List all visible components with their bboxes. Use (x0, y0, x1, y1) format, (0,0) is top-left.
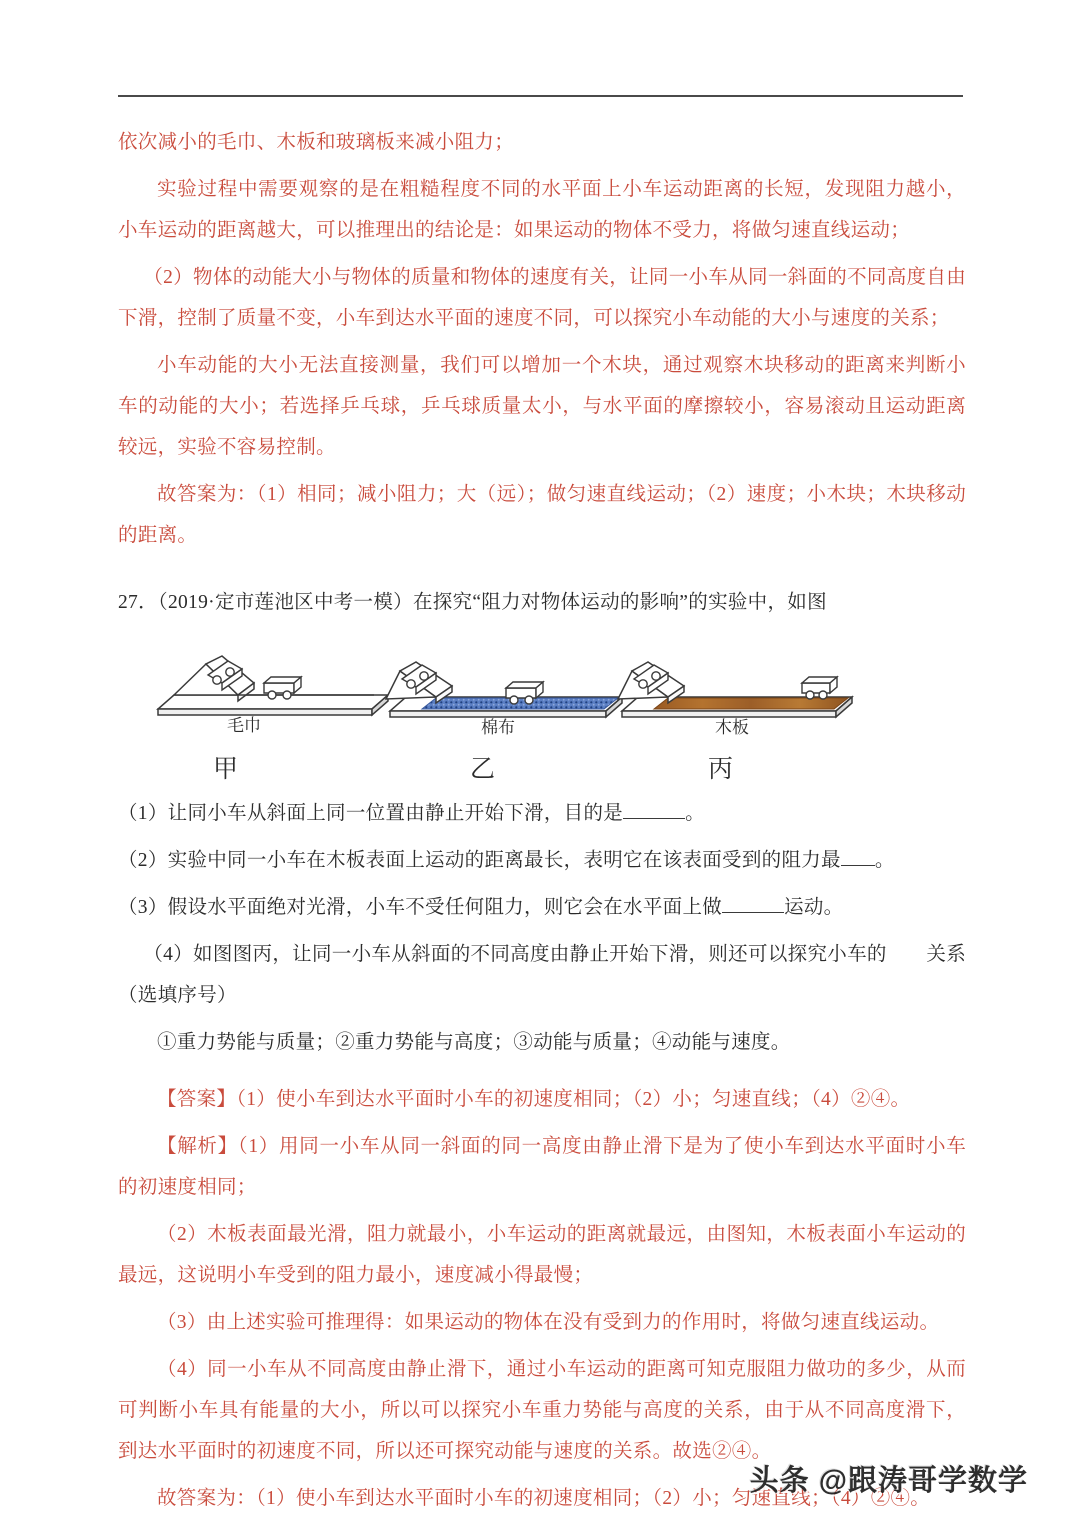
question-item-2 (118, 840, 966, 881)
question-item-4: （4）如图图丙，让同一小车从斜面的不同高度由静止开始下滑，则还可以探究小车的 关系（选填序号） (118, 944, 966, 1006)
figure-panel-towel (144, 631, 394, 749)
question-item-2-tail: 。 (874, 850, 895, 871)
figure-caption-bing: 丙 (708, 755, 734, 783)
analysis-line-1 (118, 1126, 966, 1208)
spacer (118, 556, 966, 582)
figure-caption-yi: 乙 (470, 755, 496, 783)
analysis-line-2: （2）木板表面最光滑，阻力就最小，小车运动的距离就最远，由图知，木板表面小车运动的最远，这说明小车受到的阻力最小，速度减小得最慢； (118, 1224, 966, 1286)
question-27-heading (118, 582, 966, 623)
answer-text: （1）使小车到达水平面时小车的初速度相同；（2）小；匀速直线；（4）②④。 (236, 1089, 911, 1110)
paragraph-continuation: 依次减小的毛巾、木板和玻璃板来减小阻力； (118, 132, 515, 153)
paragraph-measurement: 小车动能的大小无法直接测量，我们可以增加一个木块，通过观察木块移动的距离来判断小车的动能的大小；若选择乒乓球，乒乓球质量太小，与水平面的摩擦较小，容易滚动且运动距离较远，实验不容易控制。 (118, 355, 966, 458)
watermark: 头条 @跟涛哥学数学 (749, 1465, 1028, 1497)
cotton-cloth-surface (422, 698, 618, 709)
wood-board-surface (654, 698, 848, 709)
question-source: （2019·定市莲池区中考一模） (157, 592, 413, 613)
wood-setup-svg (614, 631, 864, 749)
final-answer-line: 故答案为：（1）使小车到达水平面时小车的初速度相同；（2）小；匀速直线；（4）②④。 (157, 1488, 931, 1509)
question-item-1-tail: 。 (685, 803, 705, 824)
question-item-3 (118, 887, 966, 928)
paragraph-kinetic-energy: （2）物体的动能大小与物体的质量和物体的速度有关，让同一小车从同一斜面的不同高度自由下滑，控制了质量不变，小车到达水平面的速度不同，可以探究小车动能的大小与速度的关系； (118, 267, 966, 329)
analysis-line-3: （3）由上述实验可推理得：如果运动的物体在没有受到力的作用时，将做匀速直线运动。 (157, 1312, 940, 1333)
answer-blank-1[interactable] (623, 818, 685, 819)
question-item-1-text: （1）让同小车从斜面上同一位置由静止开始下滑，目的是 (118, 803, 624, 824)
analysis-label: 【解析】 (157, 1136, 238, 1157)
question-stem: 在探究“阻力对物体运动的影响”的实验中，如图 (412, 592, 827, 613)
question-item-3-text: （3）假设水平面绝对光滑，小车不受任何阻力，则它会在水平面上做 (118, 897, 723, 918)
question-item-1 (118, 793, 966, 834)
header-rule (118, 95, 963, 97)
figure-panel-wood (614, 631, 864, 749)
analysis-text-1: （1）用同一小车从同一斜面的同一高度由静止滑下是为了使小车到达水平面时小车的初速度相同； (118, 1136, 966, 1198)
question-number: 27． (118, 592, 158, 613)
question-options: ①重力势能与质量；②重力势能与高度；③动能与质量；④动能与速度。 (157, 1032, 791, 1053)
figure-captions (118, 749, 966, 793)
paragraph-observation: 实验过程中需要观察的是在粗糙程度不同的水平面上小车运动距离的长短，发现阻力越小，小车运动的距离越大，可以推理出的结论是：如果运动的物体不受力，将做匀速直线运动； (118, 179, 966, 241)
cart-icon (802, 677, 837, 699)
answer-blank-2[interactable] (841, 865, 875, 866)
spacer (118, 1063, 966, 1079)
surface-label-towel: 毛巾 (227, 716, 261, 735)
question-item-3-tail: 运动。 (784, 897, 844, 918)
figure-caption-jia: 甲 (213, 755, 239, 783)
surface-label-wood: 木板 (715, 718, 749, 737)
answer-label: 【答案】 (157, 1089, 237, 1110)
analysis-line-4: （4）同一小车从不同高度由静止滑下，通过小车运动的距离可知克服阻力做功的多少，从而可判断小车具有能量的大小，所以可以探究小车重力势能与高度的关系，由于从不同高度滑下，到达水平面时的初速度不同，所以还可探究动能与速度的关系。故选②④。 (118, 1359, 966, 1462)
paragraph-answer-summary: 故答案为：（1）相同；减小阻力；大（远）；做匀速直线运动；（2）速度；小木块；木块移动的距离。 (118, 484, 966, 546)
answer-line (118, 1079, 966, 1120)
experiment-figure (118, 631, 966, 749)
answer-blank-3[interactable] (722, 912, 784, 913)
figure-panel-cotton (380, 631, 630, 749)
surface-label-cotton: 棉布 (481, 718, 515, 737)
question-item-2-text: （2）实验中同一小车在木板表面上运动的距离最长，表明它在该表面受到的阻力最 (118, 850, 841, 871)
towel-setup-svg (144, 631, 394, 749)
cotton-setup-svg (380, 631, 630, 749)
document-content (118, 122, 966, 1519)
